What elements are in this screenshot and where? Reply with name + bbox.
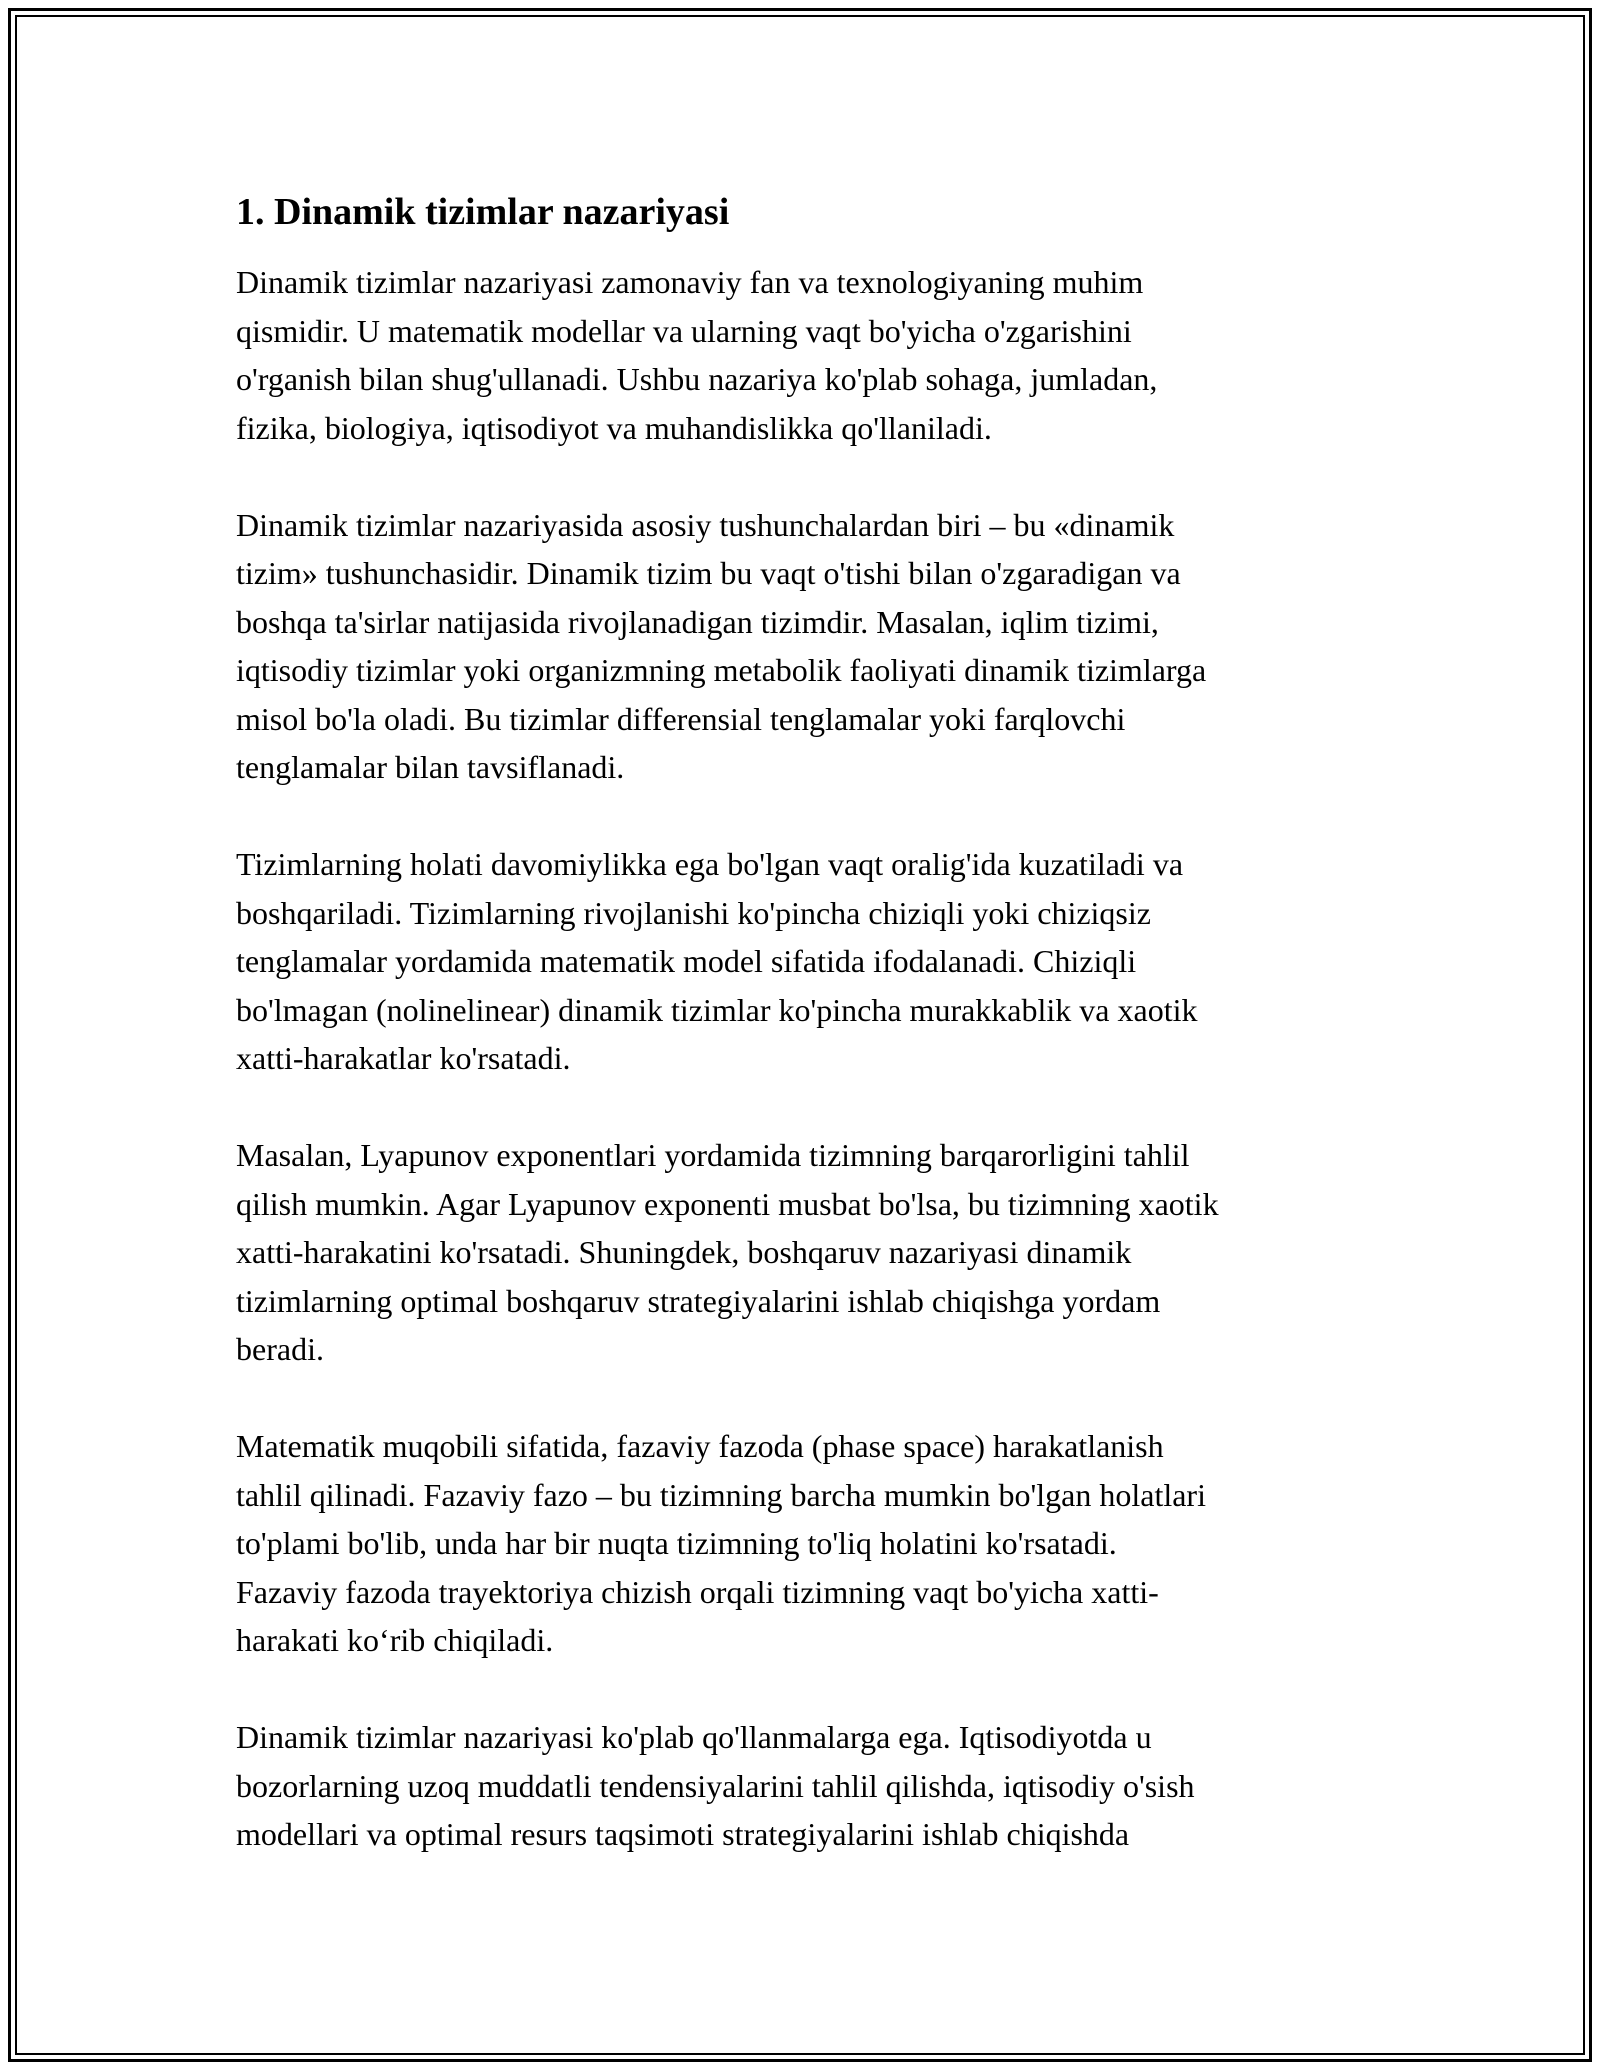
paragraph-line: xatti-harakatini ko'rsatadi. Shuningdek, boshqaruv nazariyasi dinamik <box>236 1234 1132 1270</box>
paragraph-line: qismidir. U matematik modellar va ularning vaqt bo'yicha o'zgarishini <box>236 312 1132 349</box>
paragraph-line: misol bo'la oladi. Bu tizimlar differensial tenglamalar yoki farqlovchi <box>236 700 1126 737</box>
paragraph-line: boshqa ta'sirlar natijasida rivojlanadigan tizimdir. Masalan, iqlim tizimi, <box>236 603 1159 640</box>
paragraph-line: tahlil qilinadi. Fazaviy fazo – bu tizimning barcha mumkin bo'lgan holatlari <box>236 1476 1206 1513</box>
paragraph-line: Matematik muqobili sifatida, fazaviy fazoda (phase space) harakatlanish <box>236 1428 1164 1464</box>
paragraph-line: Dinamik tizimlar nazariyasida asosiy tushunchalardan biri – bu «dinamik <box>236 506 1175 543</box>
paragraph-6 <box>236 1713 1376 1859</box>
paragraph-list <box>236 258 1376 1859</box>
paragraph-line: iqtisodiy tizimlar yoki organizmning metabolik faoliyati dinamik tizimlarga <box>236 652 1207 688</box>
section-title: 1. Dinamik tizimlar nazariyasi <box>236 191 730 233</box>
paragraph-line: xatti-harakatlar ko'rsatadi. <box>236 1040 571 1076</box>
paragraph-4 <box>236 1131 1376 1374</box>
paragraph-line: tenglamalar bilan tavsiflanadi. <box>236 749 625 785</box>
paragraph-line: bozorlarning uzoq muddatli tendensiyalarini tahlil qilishda, iqtisodiy o'sish <box>236 1767 1195 1804</box>
paragraph-line: Masalan, Lyapunov exponentlari yordamida tizimning barqarorligini tahlil <box>236 1137 1190 1173</box>
paragraph-2 <box>236 501 1376 792</box>
document-body <box>236 188 1376 1907</box>
paragraph-line: bo'lmagan (nolinelinear) dinamik tizimlar ko'pincha murakkablik va xaotik <box>236 991 1198 1028</box>
paragraph-line: Dinamik tizimlar nazariyasi ko'plab qo'llanmalarga ega. Iqtisodiyotda u <box>236 1719 1152 1755</box>
paragraph-line: boshqariladi. Tizimlarning rivojlanishi ko'pincha chiziqli yoki chiziqsiz <box>236 894 1151 931</box>
paragraph-line: fizika, biologiya, iqtisodiyot va muhandislikka qo'llaniladi. <box>236 409 992 446</box>
paragraph-1 <box>236 258 1376 452</box>
paragraph-line: beradi. <box>236 1331 324 1367</box>
paragraph-line: modellari va optimal resurs taqsimoti strategiyalarini ishlab chiqishda <box>236 1816 1130 1852</box>
paragraph-line: Tizimlarning holati davomiylikka ega bo'lgan vaqt oralig'ida kuzatiladi va <box>236 846 1184 882</box>
paragraph-line: tizimlarning optimal boshqaruv strategiyalarini ishlab chiqishga yordam <box>236 1282 1161 1319</box>
paragraph-line: tenglamalar yordamida matematik model sifatida ifodalanadi. Chiziqli <box>236 943 1137 979</box>
paragraph-line: Dinamik tizimlar nazariyasi zamonaviy fan va texnologiyaning muhim <box>236 264 1144 300</box>
paragraph-3 <box>236 840 1376 1083</box>
paragraph-5 <box>236 1422 1376 1665</box>
paragraph-line: tizim» tushunchasidir. Dinamik tizim bu vaqt o'tishi bilan o'zgaradigan va <box>236 555 1181 591</box>
paragraph-line: qilish mumkin. Agar Lyapunov exponenti musbat bo'lsa, bu tizimning xaotik <box>236 1185 1219 1222</box>
paragraph-line: to'plami bo'lib, unda har bir nuqta tizimning to'liq holatini ko'rsatadi. <box>236 1525 1117 1561</box>
paragraph-line: o'rganish bilan shug'ullanadi. Ushbu nazariya ko'plab sohaga, jumladan, <box>236 361 1158 397</box>
paragraph-line: harakati koʻrib chiqiladi. <box>236 1622 554 1658</box>
paragraph-line: Fazaviy fazoda trayektoriya chizish orqali tizimning vaqt bo'yicha xatti- <box>236 1573 1159 1610</box>
